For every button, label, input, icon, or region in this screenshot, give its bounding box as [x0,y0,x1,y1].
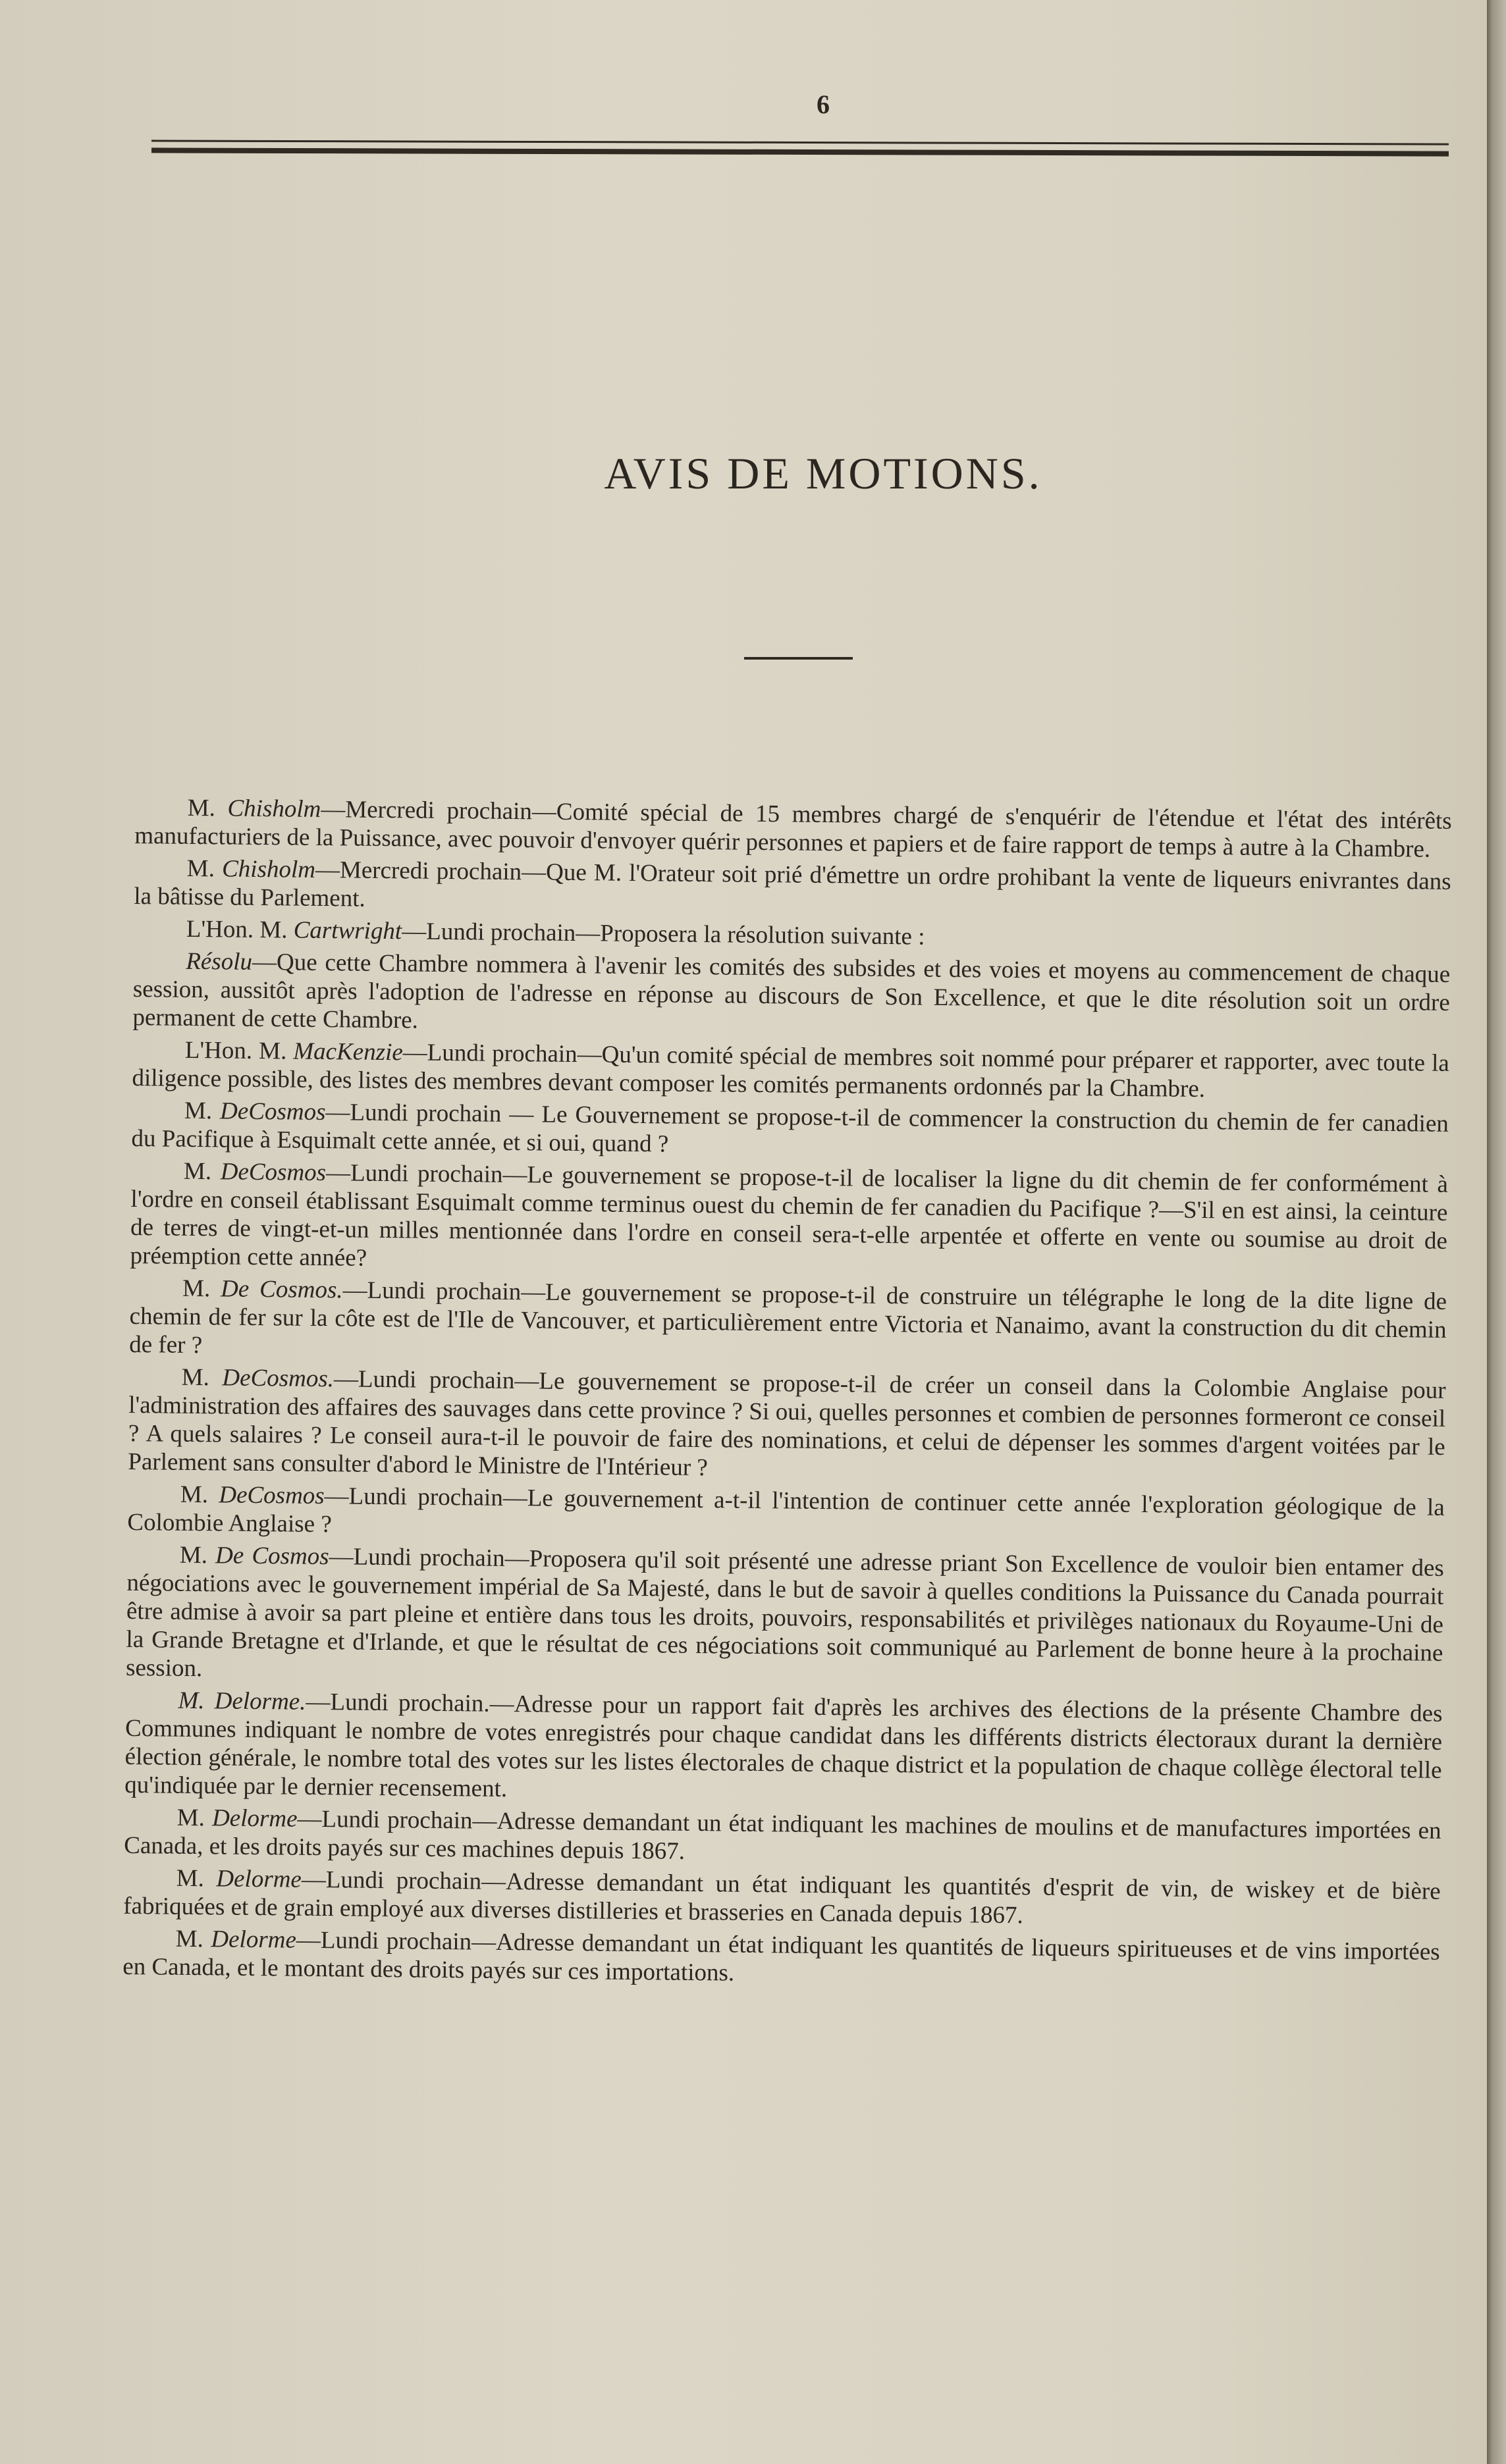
motion-prefix: L'Hon. M. [186,915,294,944]
motion-speaker: DeCosmos [219,1097,326,1126]
page-title: AVIS DE MOTIONS. [604,448,1042,498]
motion-text: —Lundi prochain—Le gouvernement se propose-t-il de créer un conseil dans la Colombie Anglaise pour l'administration des affaires des sauvages dans cette province ? Si oui, quelles personnes et combien de personnes formeront ce conseil ? A quels salaires ? Le conseil aura-t-il le pouvoir de faire des nominations, et celui de dépenser les sommes d'argent voitées par le Parlement sans consulter d'abord le Ministre de l'Intérieur ? [128,1365,1446,1482]
motion-prefix: M. [184,1097,221,1125]
motion-item [132,947,1450,1045]
motion-speaker: DeCosmos [220,1158,327,1187]
motion-speaker: M. Delorme. [178,1687,306,1716]
motion-item [122,1924,1440,1995]
motion-item [123,1864,1441,1934]
motion-prefix: M. [175,1925,211,1953]
motion-prefix: M. [181,1363,223,1392]
motion-prefix: M. [186,854,223,883]
motion-prefix: M. [176,1804,213,1832]
motion-speaker: De Cosmos [215,1542,329,1571]
motion-speaker: Cartwright [293,916,402,945]
motion-text: —Lundi prochain—Le gouvernement se propose-t-il de construire un télégraphe le long de la dite ligne de chemin de fer sur la côte est de l'Ile de Vancouver, et particulièrement entre Victoria et Nanaimo, avant la construction du dit chemin de fer ? [129,1276,1447,1359]
motion-speaker: Delorme [211,1804,298,1833]
motion-text: —Lundi prochain—Proposera qu'il soit présenté une adresse priant Son Excellence de vouloir bien entamer des négociations avec le gouvernement impérial de Sa Majesté, dans le but de savoir à quelles conditions la Puissance du Canada pourrait être admise à avoir sa part pleine et entière dans tous les droits, pouvoirs, responsabilités et privilèges nationaux du Royaume-Uni de la Grande Bretagne et d'Irlande, et que le résultat de ces négociations soit communiqué au Parlement de bonne heure à la prochaine session. [125,1543,1444,1683]
motions-list [122,793,1452,1999]
motion-prefix: L'Hon. M. [184,1036,294,1065]
motion-speaker: DeCosmos [219,1481,325,1510]
motion-item [127,1480,1445,1550]
motion-item [128,1363,1446,1490]
motion-text: —Lundi prochain—Le gouvernement a-t-il l'intention de continuer cette année l'exploration géologique de la Colombie Anglaise ? [127,1482,1445,1538]
motion-speaker: Résolu [186,947,253,976]
motion-text: —Lundi prochain—Qu'un comité spécial de membres soit nommé pour préparer et rapporter, avec toute la diligence possible, des listes des membres devant composer les comités permanents ordonnés par la Chambre. [132,1039,1450,1103]
motion-speaker: DeCosmos. [222,1364,335,1393]
motion-text: —Que cette Chambre nommera à l'avenir les comités des subsides et des voies et moyens au commencement de chaque session, aussitôt après l'adoption de l'adresse en réponse au discours de Son Excellence, et que le dite résolution soit un ordre permanent de cette Chambre. [132,948,1451,1034]
motion-text: —Mercredi prochain—Comité spécial de 15 membres chargé de s'enquérir de l'étendue et l'état des intérêts manufacturiers de la Puissance, avec pouvoir d'envoyer quérir personnes et papiers et de faire rapport de temps à autre à la Chambre. [134,795,1452,863]
motion-prefix: M. [182,1274,221,1303]
motion-speaker: Chisholm [221,855,316,883]
motion-text: —Lundi prochain—Adresse demandant un état indiquant les quantités de liqueurs spiritueuses et de vins importées en Canada, et le montant des droits payés sur ces importations. [122,1926,1440,1987]
motion-item [131,1096,1449,1166]
motion-prefix: M. [183,1157,221,1186]
motion-text: —Mercredi prochain—Que M. l'Orateur soit prié d'émettre un ordre prohibant la vente de liqueurs enivrantes dans la bâtisse du Parlement. [134,856,1451,912]
motion-item [126,1540,1444,1696]
motion-prefix: M. [179,1541,216,1569]
motion-item [134,854,1451,924]
motion-item [124,1686,1443,1813]
motion-text: —Lundi prochain.—Adresse pour un rapport fait d'après les archives des élections de la présente Chambre des Communes indiquant le nombre de votes enregistrés pour chaque candidat dans les différents districts électoraux durant la dernière élection générale, le nombre total des votes sur les listes électorales de chaque district et la population de chaque collège électoral telle qu'indiquée par le dernier recensement. [124,1688,1443,1802]
motion-speaker: De Cosmos. [220,1275,343,1304]
motion-speaker: MacKenzie [293,1037,404,1066]
motion-text: —Lundi prochain—Adresse demandant un état indiquant les quantités d'esprit de vin, de wiskey et de bière fabriquées et de grain employé aux diverses distilleries et brasseries en Canada depuis 1867. [123,1866,1441,1929]
motion-prefix: M. [176,1864,217,1893]
motion-text: —Lundi prochain—Proposera la résolution suivante : [402,918,925,951]
motion-speaker: Delorme [211,1926,297,1954]
motion-item [130,1157,1448,1284]
title-rule [744,657,853,660]
motion-text: —Lundi prochain—Le gouvernement se propose-t-il de localiser la ligne du dit chemin de fer conformément à l'ordre en conseil établissant Esquimalt comme terminus ouest du chemin de fer canadien du Pacifique ?—S'il en est ainsi, la ceinture de terres de vingt-et-un milles mentionnée dans l'ordre en conseil sera-t-elle arpentée et offerte en vente ou soumise au droit de préemption cette année? [130,1159,1449,1272]
motion-prefix: M. [187,794,228,822]
page-edge-shadow [1487,0,1506,2464]
motion-speaker: Chisholm [227,795,321,823]
motion-item [132,1035,1449,1106]
motion-prefix: M. [180,1481,219,1509]
motion-text: —Lundi prochain—Adresse demandant un état indiquant les machines de moulins et de manufactures importées en Canada, et les droits payés sur ces machines depuis 1867. [124,1805,1441,1865]
page-number: 6 [817,90,830,119]
motion-item [124,1803,1441,1874]
motion-item [129,1274,1447,1373]
motion-speaker: Delorme [216,1865,302,1893]
motion-text: —Lundi prochain — Le Gouvernement se propose-t-il de commencer la construction du chemin de fer canadien du Pacifique à Esquimalt cette année, et si oui, quand ? [131,1099,1449,1158]
